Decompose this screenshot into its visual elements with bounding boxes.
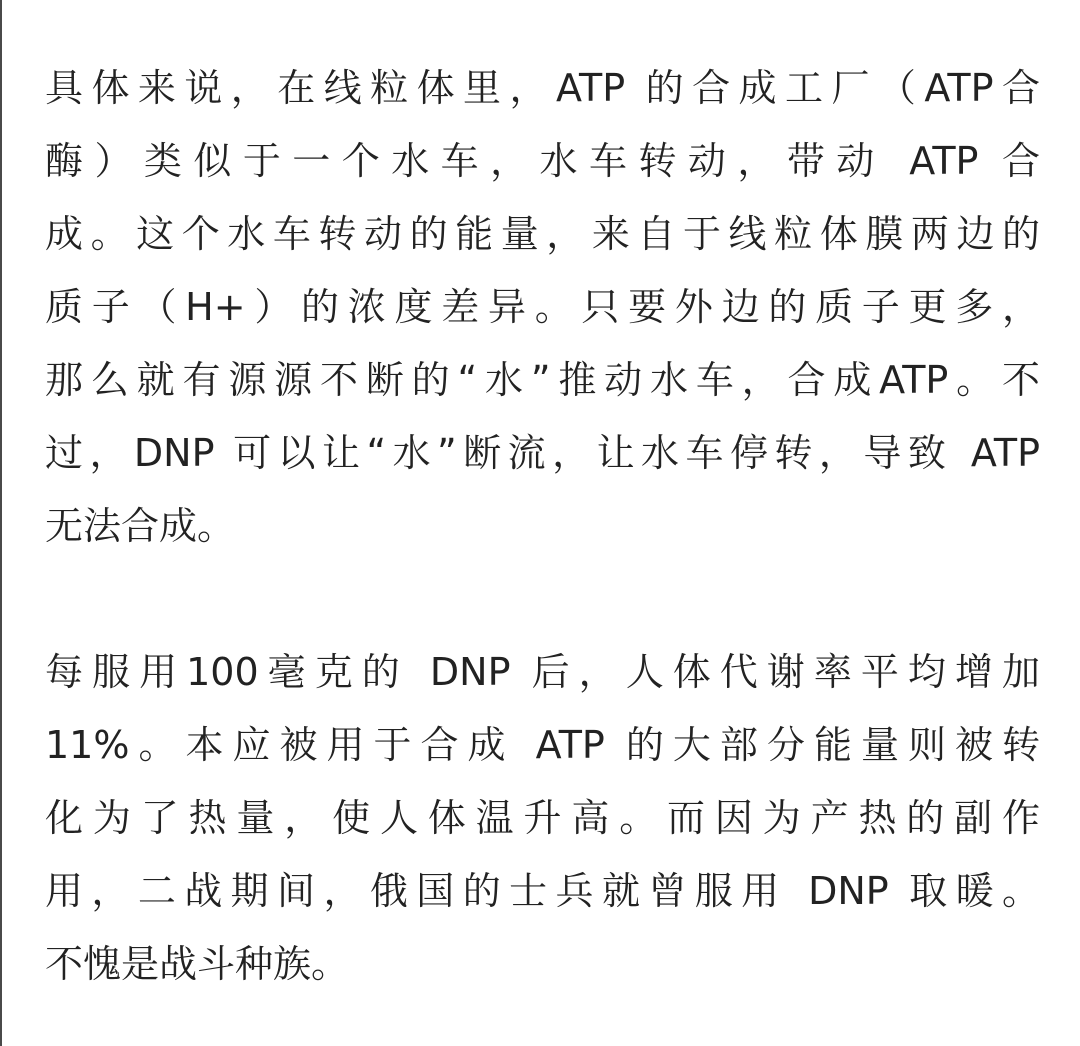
paragraph-line: 用，二战期间，俄国的士兵就曾服用 DNP 取暖。 [45, 869, 1040, 913]
paragraph-line: 酶）类似于一个水车，水车转动，带动 ATP 合 [45, 139, 1040, 183]
paragraph-line: 那么就有源源不断的“水”推动水车，合成ATP。不 [45, 358, 1040, 402]
article-body [45, 52, 1040, 1001]
paragraph-line: 每服用100毫克的 DNP 后，人体代谢率平均增加 [45, 650, 1040, 694]
paragraph-line: 成。这个水车转动的能量，来自于线粒体膜两边的 [45, 212, 1040, 256]
paragraph-line: 不愧是战斗种族。 [45, 942, 350, 986]
paragraph-line: 过，DNP 可以让“水”断流，让水车停转，导致 ATP [45, 431, 1040, 475]
paragraph-line: 质子（H+）的浓度差异。只要外边的质子更多， [45, 285, 1040, 329]
paragraph-line: 具体来说，在线粒体里，ATP 的合成工厂（ATP合 [45, 66, 1040, 110]
paragraph-line: 化为了热量，使人体温升高。而因为产热的副作 [45, 796, 1040, 840]
left-edge-divider [0, 0, 2, 1046]
paragraph-spacer [45, 563, 1040, 636]
paragraph-line: 无法合成。 [45, 504, 236, 548]
paragraph-dnp-metabolism [45, 636, 1040, 1001]
paragraph-atp-synthase [45, 52, 1040, 563]
paragraph-line: 11%。本应被用于合成 ATP 的大部分能量则被转 [45, 723, 1040, 767]
